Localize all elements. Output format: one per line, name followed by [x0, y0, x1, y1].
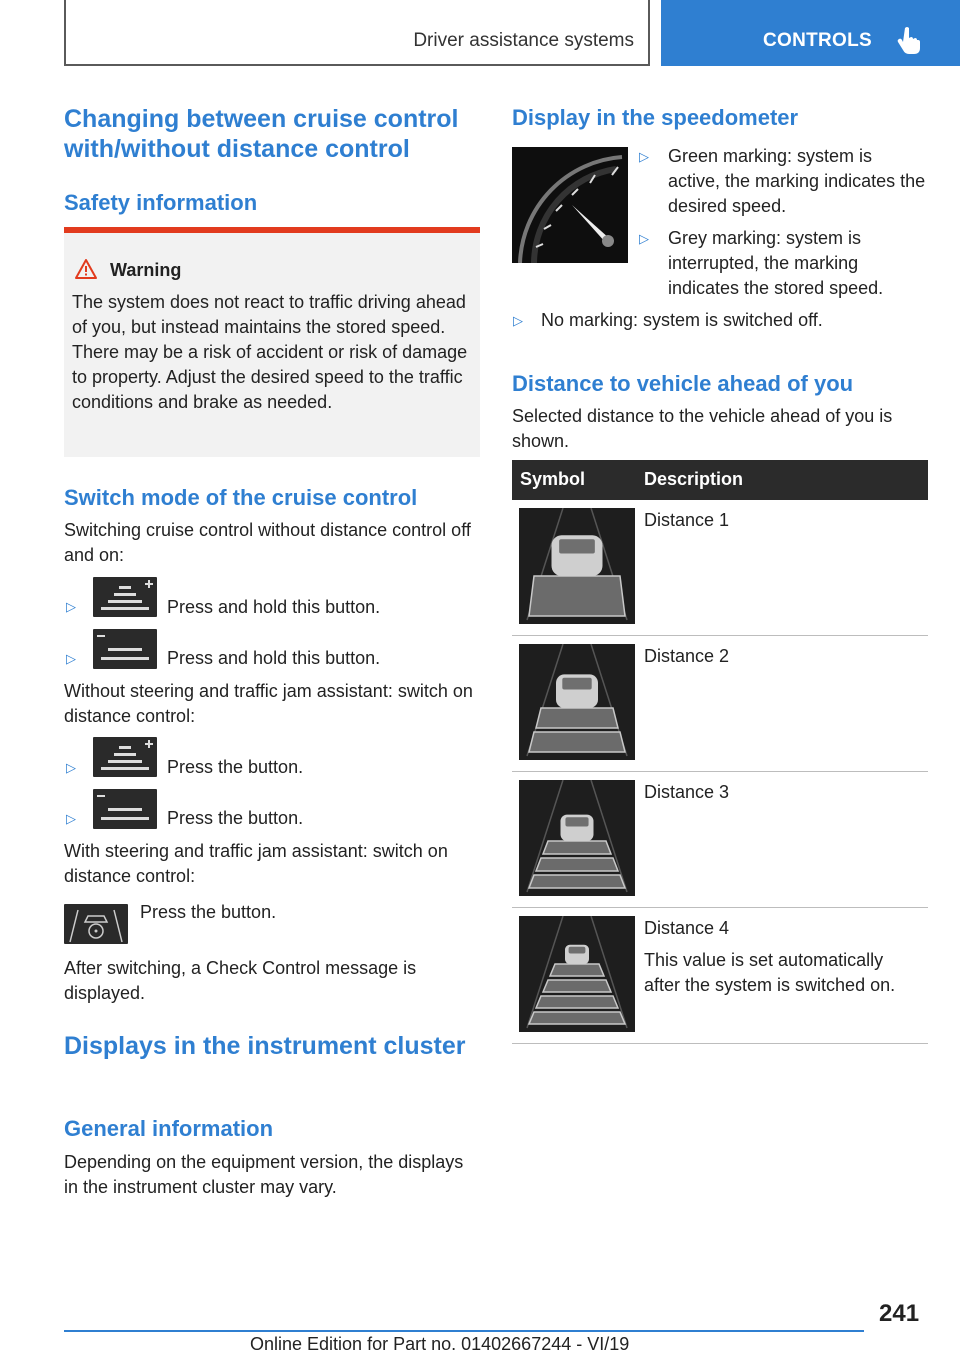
warning-box: [64, 227, 480, 457]
pointing-hand-icon: [897, 26, 921, 54]
distance-bar: [529, 1012, 625, 1024]
displays-heading: Displays in the instrument cluster: [64, 1032, 466, 1060]
table-header-description: Description: [644, 469, 744, 489]
without-item-text: Press the button.: [167, 808, 304, 828]
table-header: [512, 460, 928, 500]
page-title: Changing between cruise control with/without distance control: [64, 105, 459, 163]
without-assistant-intro: Without steering and traffic jam assistant: switch on distance control:: [64, 681, 473, 726]
header-section-box: [64, 0, 650, 66]
distance-note: This value is set automatically after the system is switched on.: [644, 950, 896, 995]
safety-heading: Safety information: [64, 190, 258, 215]
table-row: [512, 772, 928, 908]
distance-bar: [529, 576, 625, 616]
distance-bar: [529, 875, 625, 888]
switch-item-text: Press and hold this button.: [167, 597, 381, 617]
with-assistant-intro: With steering and traffic jam assistant: switch on distance control:: [64, 841, 448, 886]
distance-bar: [536, 708, 618, 728]
warning-body: The system does not react to traffic driving ahead of you, but instead maintains the stored speed. There may be a risk of accident or risk of damage to property. Adjust the desired speed to the traffic conditions and brake as needed.: [72, 292, 468, 412]
distance-symbol-icon: [519, 644, 635, 760]
page-number: 241: [879, 1300, 920, 1327]
distance-label: Distance 4: [644, 918, 730, 938]
distance-symbol-icon: [519, 916, 635, 1032]
distance-intro: Selected distance to the vehicle ahead of you is shown.: [512, 406, 893, 451]
table-row: [512, 908, 928, 1044]
header-section-title: Driver assistance systems: [413, 30, 634, 51]
distance-bar: [529, 732, 625, 752]
speedo-item-grey: Grey marking: system is interrupted, the marking indicates the stored speed.: [668, 228, 884, 298]
bullet-triangle-icon: ▷: [66, 811, 76, 826]
switch-item-text: Press and hold this button.: [167, 648, 381, 668]
bullet-triangle-icon: ▷: [66, 651, 76, 666]
distance-heading: Distance to vehicle ahead of you: [512, 371, 854, 396]
with-item-text: Press the button.: [140, 902, 277, 922]
distance-bar: [543, 980, 611, 992]
bullet-triangle-icon: ▷: [513, 313, 523, 328]
after-switch-text: After switching, a Check Control message is displayed.: [64, 958, 417, 1003]
distance-symbol-icon: [519, 780, 635, 896]
bullet-triangle-icon: ▷: [639, 149, 649, 164]
footer-edition: Online Edition for Part no. 01402667244 - VI/19: [250, 1334, 630, 1354]
table-row: [512, 636, 928, 772]
distance-bar: [550, 964, 604, 976]
bullet-triangle-icon: ▷: [639, 231, 649, 246]
distance-label: Distance 2: [644, 646, 730, 666]
general-info-text: Depending on the equipment version, the displays in the instrument cluster may vary.: [64, 1152, 464, 1197]
bullet-triangle-icon: ▷: [66, 599, 76, 614]
distance-minus-button-icon: [93, 629, 157, 669]
table-header-symbol: Symbol: [520, 469, 586, 489]
distance-bar: [536, 858, 618, 871]
distance-label: Distance 1: [644, 510, 730, 530]
distance-plus-button-icon: [93, 577, 157, 617]
distance-minus-button-icon: [93, 789, 157, 829]
distance-label: Distance 3: [644, 782, 730, 802]
table-row: [512, 500, 928, 636]
general-info-heading: General information: [64, 1116, 274, 1141]
distance-symbol-icon: [519, 508, 635, 624]
switch-mode-heading: Switch mode of the cruise control: [64, 485, 418, 510]
without-item-text: Press the button.: [167, 757, 304, 777]
footer-divider: [64, 1330, 864, 1332]
speedometer-image: [512, 147, 628, 263]
distance-plus-button-icon: [93, 737, 157, 777]
header-chapter-title: CONTROLS: [763, 30, 873, 51]
steering-assist-button-icon: [64, 904, 128, 944]
speedo-item-none: No marking: system is switched off.: [541, 310, 823, 330]
speedo-item-green: Green marking: system is active, the marking indicates the desired speed.: [668, 146, 926, 216]
bullet-triangle-icon: ▷: [66, 760, 76, 775]
distance-bar: [543, 841, 611, 854]
speedometer-heading: Display in the speedometer: [512, 105, 799, 130]
switch-intro: Switching cruise control without distance control off and on:: [64, 520, 471, 565]
distance-bar: [536, 996, 618, 1008]
warning-title: Warning: [110, 260, 182, 280]
header-chapter-tab[interactable]: [661, 0, 960, 66]
warning-triangle-icon: [74, 258, 98, 280]
